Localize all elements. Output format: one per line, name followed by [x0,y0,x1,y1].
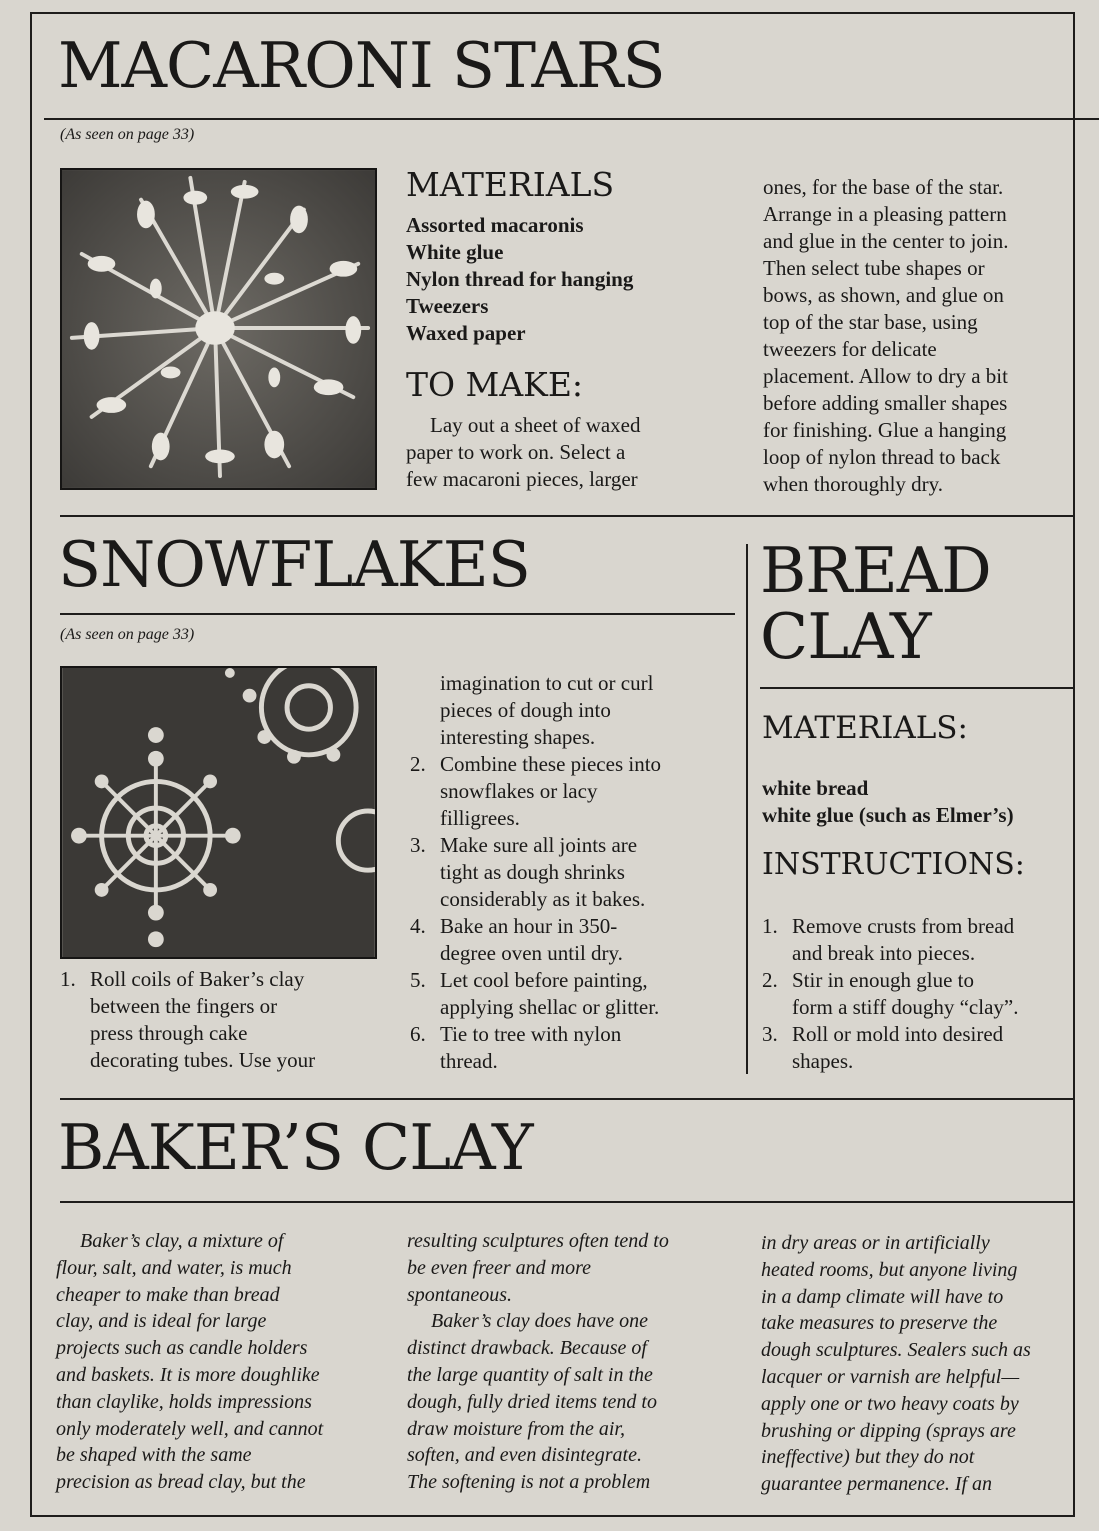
snowflakes-title-rule [60,613,735,615]
to-make-text-col1: Lay out a sheet of waxed paper to work on. Select a few macaroni pieces, larger [406,413,641,491]
list-item: 3. Roll or mold into desired shapes. [762,1022,1004,1073]
section-divider-1 [60,515,1075,517]
to-make-heading: TO MAKE: [406,365,584,404]
material-item: Tweezers [406,294,489,318]
macaroni-star-icon [62,170,375,488]
list-item: 3. Make sure all joints are tight as dough shrinks considerably as it bakes. [410,833,646,911]
material-item: Nylon thread for hanging [406,267,634,291]
snowflakes-caption: (As seen on page 33) [60,626,195,643]
section-divider-2 [60,1098,1075,1100]
bread-clay-title: BREAD CLAY [760,534,991,673]
list-item: 1. Roll coils of Baker’s clay between the fingers or press through cake decorating tubes. Use your [60,967,316,1072]
material-item: Waxed paper [406,321,526,345]
macaroni-caption: (As seen on page 33) [60,126,195,143]
macaroni-stars-title: MACARONI STARS [58,29,665,102]
bakers-clay-col2: resulting sculptures often tend to be even freer and more spontaneous. Baker’s clay does have one distinct drawback. Because of the large quantity of salt in the dough, fully dried items tend to draw moisture from the air, soften, and even disintegrate. The softening is not a problem [407,1230,669,1494]
macaroni-title-rule [44,118,1099,120]
list-item: 2. Stir in enough glue to form a stiff doughy “clay”. [762,968,1019,1019]
snowflake-icon [62,668,375,957]
snowflakes-photo [60,666,377,959]
material-item: White glue [406,240,504,264]
bakers-clay-col3: in dry areas or in artificially heated rooms, but anyone living in a damp climate will have to take measures to preserve the dough sculptures. Sealers such as lacquer or varnish are helpful— apply one or two heavy coats by brushing or dipping (sprays are ineffective) but they do not guarantee permanence. If an [761,1232,1031,1496]
bread-clay-title-rule [760,687,1075,689]
bakers-clay-col1: Baker’s clay, a mixture of flour, salt, and water, is much cheaper to make than bread clay, and is ideal for large projects such as candle holders and baskets. It is more doughlike than claylike, holds impressions only moderately well, and cannot be shaped with the same precision as bread clay, but the [56,1230,324,1494]
bakers-clay-title: BAKER’S CLAY [58,1111,533,1184]
snowflakes-steps-left [60,966,315,1074]
macaroni-materials-heading: MATERIALS [406,165,615,204]
material-item: Assorted macaronis [406,213,584,237]
list-item: 6. Tie to tree with nylon thread. [410,1022,622,1073]
snowflakes-step1-continued: imagination to cut or curl pieces of dough into interesting shapes. [440,671,654,749]
bread-clay-materials-heading: MATERIALS: [762,710,968,746]
macaroni-star-photo [60,168,377,490]
list-item: 5. Let cool before painting, applying shellac or glitter. [410,968,660,1019]
list-item: 2. Combine these pieces into snowflakes or lacy filligrees. [410,752,662,830]
material-item: white glue (such as Elmer’s) [762,803,1014,827]
snowflakes-steps-right [410,751,661,1075]
column-divider [746,544,748,1074]
bread-clay-steps [762,913,1018,1075]
list-item: 4. Bake an hour in 350- degree oven until dry. [410,914,623,965]
macaroni-materials-list [406,212,633,347]
snowflakes-title: SNOWFLAKES [58,528,530,601]
material-item: white bread [762,776,869,800]
bakers-clay-title-rule [60,1201,1075,1203]
instructions-heading: INSTRUCTIONS: [762,847,1025,882]
list-item: 1. Remove crusts from bread and break into pieces. [762,914,1015,965]
to-make-text-col2: ones, for the base of the star. Arrange in a pleasing pattern and glue in the center to join. Then select tube shapes or bows, as shown, and glue on top of the star base, using tweezers for delicate placement. Allow to dry a bit before adding smaller shapes for finishing. Glue a hanging loop of nylon thread to back when thoroughly dry. [763,175,1009,496]
bread-clay-materials-list [762,775,1014,829]
